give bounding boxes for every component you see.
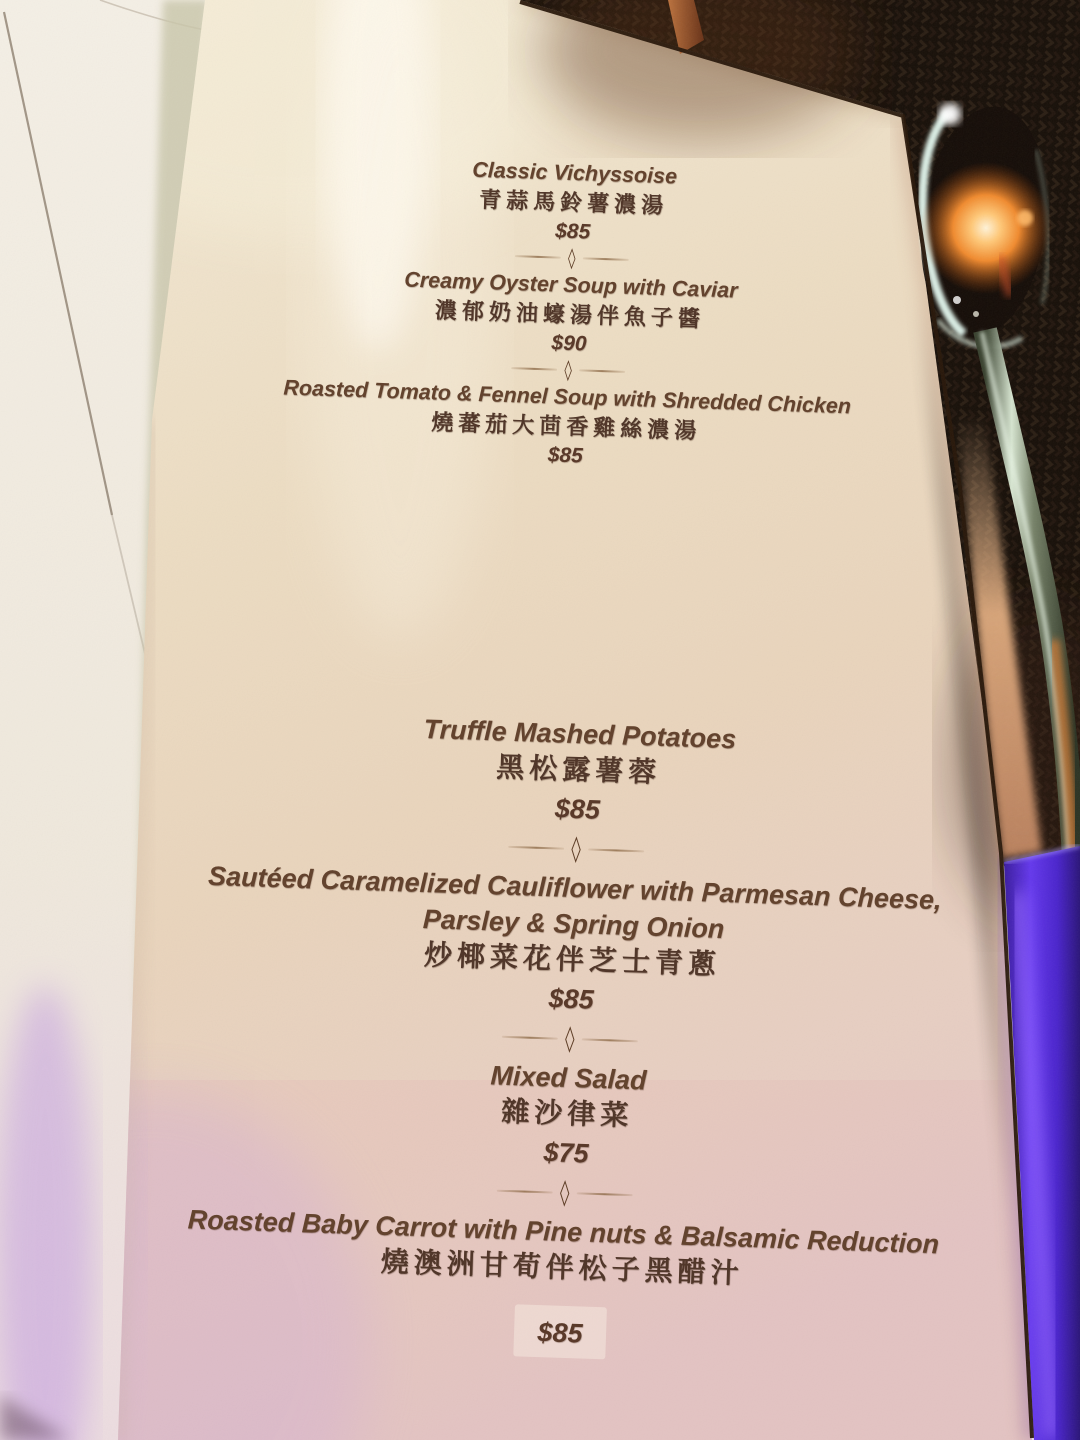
item-price: $90 [551,331,587,356]
item-name-zh: 青蒜馬鈴薯濃湯 [478,186,669,219]
item-name-zh: 炒椰菜花伴芝士青蔥 [423,940,722,981]
item-name-en: Roasted Tomato & Fennel Soup with Shredded Chicken [283,375,852,419]
diamond-ornament-icon: ◊ [567,245,576,270]
divider-line [502,1036,558,1040]
item-name-zh: 黑松露薯蓉 [495,752,662,789]
menu-section-1 [105,143,1035,485]
item-name-zh: 燒蕃茄大茴香雞絲濃湯 [430,409,702,444]
diamond-ornament-icon: ◊ [570,833,582,864]
item-name-zh: 燒澳洲甘荀伴松子黑醋汁 [380,1246,745,1290]
item-name-en: Truffle Mashed Potatoes [423,713,737,755]
divider-line [576,1192,632,1196]
item-price: $75 [543,1137,590,1169]
divider-line [508,846,564,850]
item-name-en: Sautéed Caramelized Cauliflower with Parmesan Cheese, Parsley & Spring Onion [207,860,943,945]
divider-line [583,257,629,261]
item-name-zh: 濃郁奶油蠔湯伴魚子醬 [434,297,706,332]
item-name-en: Mixed Salad [490,1060,648,1096]
item-name-en: Creamy Oyster Soup with Caviar [403,267,738,303]
item-price: $85 [554,793,601,825]
menu-section-2 [100,701,1041,1367]
item-price: $85 [548,983,595,1015]
divider-line [511,367,557,371]
diamond-ornament-icon: ◊ [564,357,573,382]
item-price: $85 [547,443,584,468]
diamond-ornament-icon: ◊ [559,1177,570,1208]
item-price: $85 [100,1299,1021,1367]
divider-line [581,1038,637,1042]
item-price: $85 [554,219,591,244]
divider-line [515,255,561,259]
item-name-en: Classic Vichyssoise [471,157,678,189]
divider-line [579,369,625,373]
divider-line [497,1190,553,1194]
diamond-ornament-icon: ◊ [564,1023,576,1054]
item-name-en: Roasted Baby Carrot with Pine nuts & Balsamic Reduction [187,1204,940,1260]
item-name-zh: 雜沙律菜 [500,1096,634,1133]
divider-line [588,848,644,852]
